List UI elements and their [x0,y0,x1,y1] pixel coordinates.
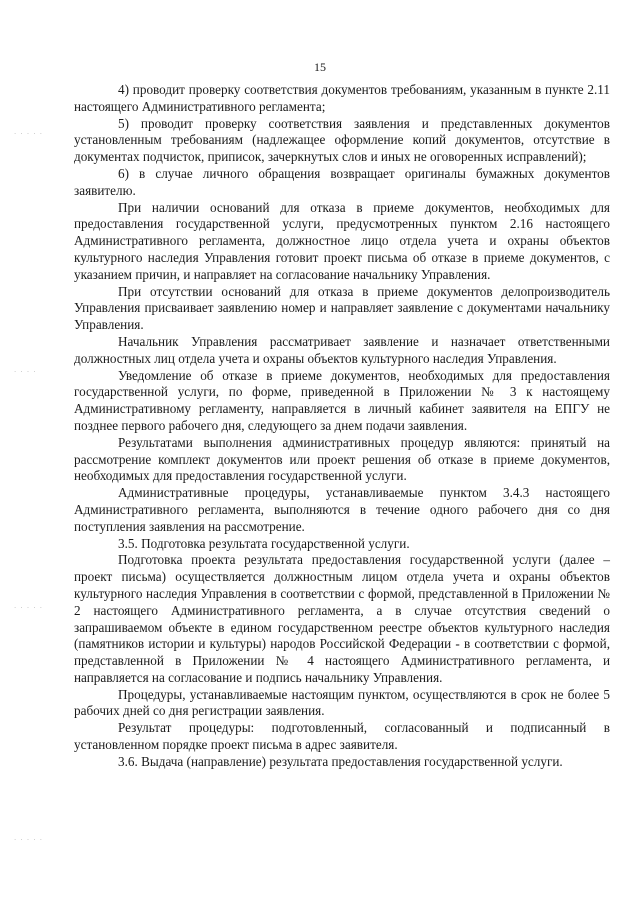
paragraph: Начальник Управления рассматривает заявление и назначает ответственными должностных лиц отдела учета и охраны объектов культурного наследия Управления. [74,333,610,366]
scan-artifact-mark: · · · · · [14,604,44,612]
paragraph: Результатами выполнения административных процедур являются: принятый на рассмотрение комплект документов или проект решения об отказе в приеме документов, необходимых для предоставления государственной услуги. [74,434,610,484]
scan-artifact-mark: · · · · · [14,130,44,138]
paragraph: При наличии оснований для отказа в приеме документов, необходимых для предоставления государственной услуги, предусмотренных пунктом 2.16 настоящего Административного регламента, должностное лицо отдела учета и охраны объектов культурного наследия Управления готовит проект письма об отказе в приеме документов, с указанием причин, и направляет на согласование начальнику Управления. [74,199,610,282]
paragraph: Процедуры, устанавливаемые настоящим пунктом, осуществляются в срок не более 5 рабочих дней со дня регистрации заявления. [74,686,610,719]
paragraph: Подготовка проекта результата предоставления государственной услуги (далее – проект письма) осуществляется должностным лицом отдела учета и охраны объектов культурного наследия Управления в соответствии с формой, представленной в Приложении № 2 настоящего Административного регламента, а в случае отсутствия сведений о запрашиваемом объекте в едином государственном реестре объектов культурного наследия (памятников истории и культуры) народов Российской Федерации - в соответствии с формой, представленной в Приложении № 4 настоящего Административного регламента, и направляется на согласование и подпись начальнику Управления. [74,552,610,685]
scan-artifact-mark: · · · · [14,368,37,376]
paragraph: Результат процедуры: подготовленный, согласованный и подписанный в установленном порядке проект письма в адрес заявителя. [74,720,610,753]
paragraph: При отсутствии оснований для отказа в приеме документов делопроизводитель Управления присваивает заявлению номер и направляет заявление с документами начальнику Управления. [74,283,610,333]
section-heading: 3.6. Выдача (направление) результата предоставления государственной услуги. [118,753,563,769]
paragraph: Уведомление об отказе в приеме документов, необходимых для предоставления государственной услуги, по форме, приведенной в Приложении № 3 к настоящему Административному регламенту, направляется в личный кабинет заявителя на ЕПГУ не позднее первого рабочего дня, следующего за днем подачи заявления. [74,367,610,433]
paragraph: 5) проводит проверку соответствия заявления и представленных документов установленным требованиям (надлежащее оформление копий документов, отсутствие в документах подчисток, приписок, зачеркнутых слов и иных не оговоренных исправлений); [74,115,610,165]
page-number: 15 [314,60,326,74]
paragraph: 6) в случае личного обращения возвращает оригиналы бумажных документов заявителю. [74,165,610,198]
scan-artifact-mark: · · · · · [14,836,44,844]
paragraph: 4) проводит проверку соответствия документов требованиям, указанным в пункте 2.11 настоящего Административного регламента; [74,82,610,114]
document-body [74,82,610,771]
paragraph: Административные процедуры, устанавливаемые пунктом 3.4.3 настоящего Административного регламента, выполняются в течение одного рабочего дня со дня поступления заявления на рассмотрение. [74,485,610,534]
section-heading: 3.5. Подготовка результата государственной услуги. [118,535,410,551]
